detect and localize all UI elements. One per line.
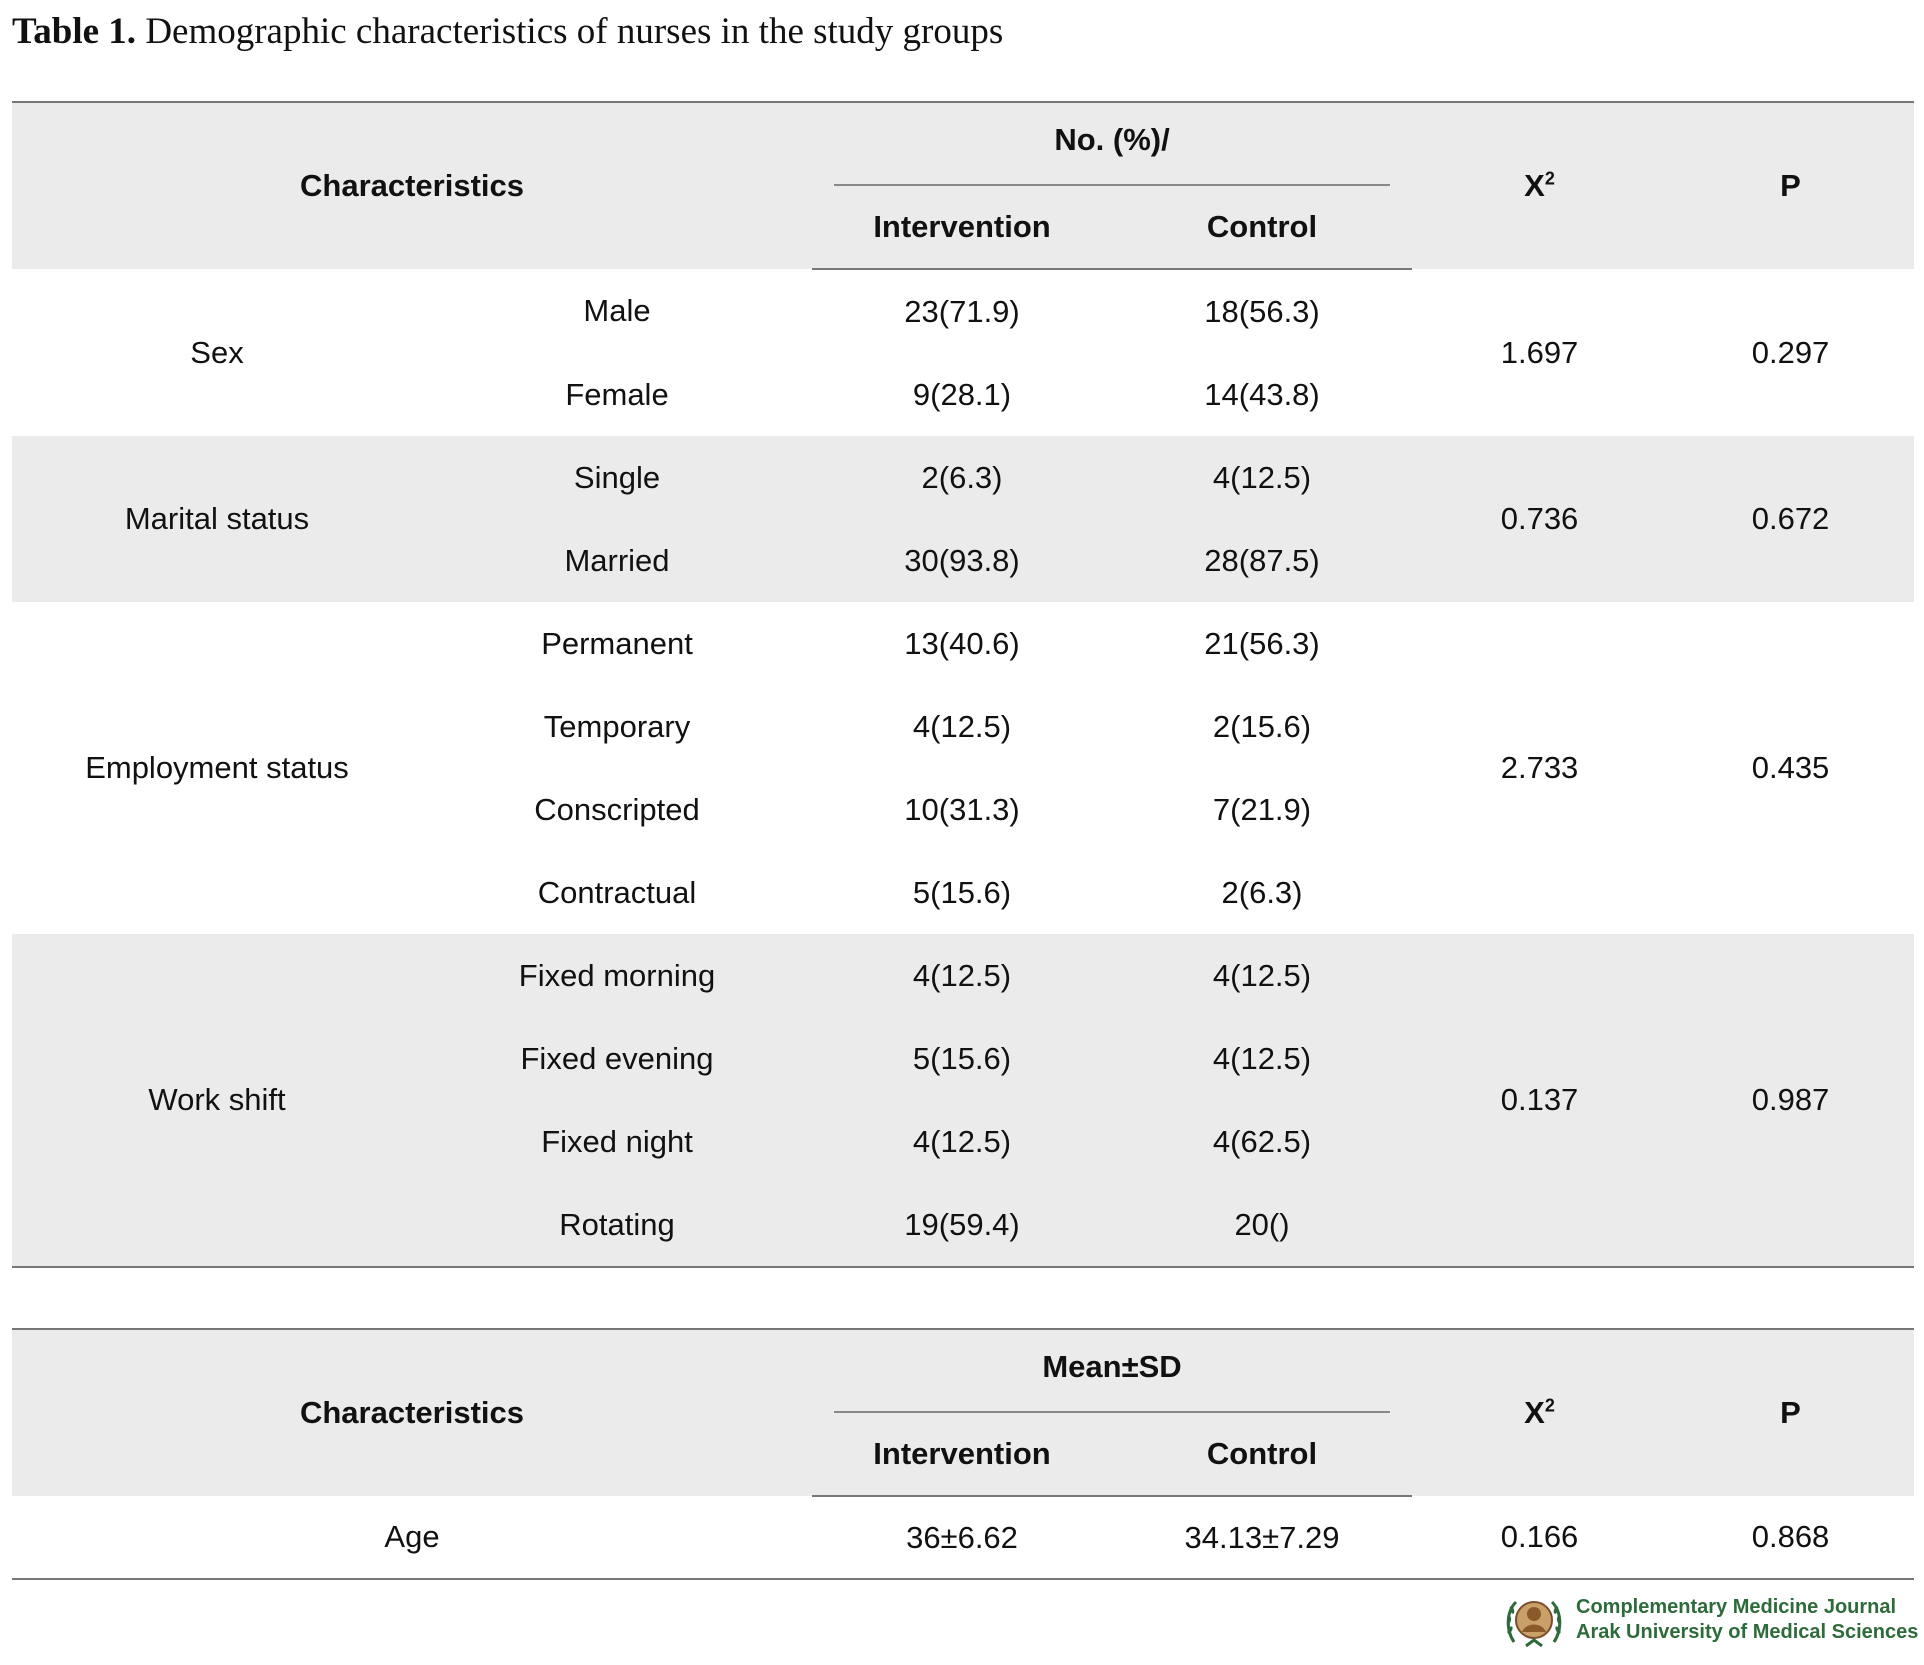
group-name: Marital status (124, 501, 310, 536)
demographics-table (12, 101, 1914, 1268)
table-label: Table 1. (12, 11, 137, 52)
header-x2-base: X (1524, 168, 1545, 203)
intervention-value: 9(28.1) (912, 376, 1012, 412)
journal-emblem-icon (1502, 1590, 1566, 1654)
group-employment-status (12, 602, 1914, 934)
row-name: Age (384, 1519, 440, 1554)
control-value: 14(43.8) (1204, 376, 1320, 412)
category-label: Single (573, 459, 661, 495)
category-label: Conscripted (534, 791, 700, 827)
category-label: Fixed night (541, 1123, 693, 1159)
intervention-value: 4(12.5) (912, 1123, 1012, 1159)
group-sex (12, 269, 1914, 436)
intervention-value: 23(71.9) (904, 293, 1020, 329)
control-value: 28(87.5) (1204, 542, 1320, 578)
category-label: Fixed morning (518, 957, 716, 993)
x2-value: 1.697 (1500, 334, 1579, 370)
intervention-value: 2(6.3) (921, 459, 1003, 495)
header-intervention: Intervention (812, 186, 1112, 269)
age-table (12, 1328, 1914, 1580)
journal-name: Complementary Medicine Journal (1576, 1596, 1897, 1618)
age-header-p: P (1780, 1395, 1801, 1430)
control-value: 2(6.3) (1221, 874, 1303, 910)
group-marital-status (12, 436, 1914, 602)
x2-value: 0.736 (1500, 501, 1579, 536)
p-value: 0.435 (1751, 750, 1830, 785)
category-label: Married (564, 542, 670, 578)
intervention-value: 19(59.4) (904, 1206, 1020, 1242)
control-value: 18(56.3) (1204, 293, 1320, 329)
table-row (12, 436, 1914, 519)
control-value: 7(21.9) (1212, 791, 1312, 827)
header-x2 (1412, 102, 1667, 269)
control-value: 34.13±7.29 (1184, 1519, 1340, 1555)
category-label: Female (565, 376, 669, 412)
control-value: 4(12.5) (1212, 1040, 1312, 1076)
age-header-group-label: Mean±SD (834, 1330, 1390, 1413)
table-row (12, 602, 1914, 685)
age-header-group-cell (812, 1329, 1412, 1413)
intervention-value: 13(40.6) (904, 625, 1020, 661)
group-name: Employment status (85, 750, 349, 785)
header-p: P (1780, 168, 1801, 203)
group-name: Work shift (148, 1082, 286, 1117)
age-header-x2-sup: 2 (1544, 1395, 1555, 1416)
group-work-shift (12, 934, 1914, 1267)
age-table-body (12, 1496, 1914, 1579)
category-label: Contractual (537, 874, 697, 910)
category-label: Temporary (543, 708, 691, 744)
intervention-value: 4(12.5) (912, 957, 1012, 993)
age-header-control: Control (1112, 1413, 1412, 1496)
category-label: Rotating (559, 1206, 675, 1242)
intervention-value: 36±6.62 (906, 1519, 1018, 1555)
header-group-label: No. (%)/ (834, 103, 1390, 186)
table-caption (12, 6, 1003, 58)
category-label: Permanent (541, 625, 693, 661)
age-header-intervention: Intervention (812, 1413, 1112, 1496)
table-row (12, 269, 1914, 353)
intervention-value: 10(31.3) (904, 791, 1020, 827)
x2-value: 0.137 (1500, 1082, 1579, 1117)
intervention-value: 4(12.5) (912, 708, 1012, 744)
p-value: 0.672 (1751, 501, 1830, 536)
university-name: Arak University of Medical Sciences (1576, 1621, 1919, 1643)
header-group-cell (812, 102, 1412, 186)
header-x2-sup: 2 (1544, 168, 1555, 189)
category-label: Fixed evening (520, 1040, 714, 1076)
table-title: Demographic characteristics of nurses in the study groups (136, 11, 1004, 52)
table-row (12, 934, 1914, 1017)
table-row (12, 1496, 1914, 1579)
age-header-x2 (1412, 1329, 1667, 1496)
category-label: Male (583, 293, 651, 328)
x2-value: 2.733 (1500, 750, 1579, 785)
control-value: 2(15.6) (1212, 708, 1312, 744)
x2-value: 0.166 (1500, 1519, 1579, 1554)
age-header-x2-base: X (1524, 1395, 1545, 1430)
p-value: 0.987 (1751, 1082, 1830, 1117)
header-characteristics: Characteristics (300, 168, 525, 203)
control-value: 21(56.3) (1204, 625, 1320, 661)
journal-logo (1502, 1590, 1922, 1654)
control-value: 4(62.5) (1212, 1123, 1312, 1159)
intervention-value: 5(15.6) (912, 1040, 1012, 1076)
control-value: 4(12.5) (1212, 957, 1312, 993)
p-value: 0.297 (1751, 334, 1830, 370)
intervention-value: 5(15.6) (912, 874, 1012, 910)
age-header-characteristics: Characteristics (299, 1395, 524, 1430)
group-name: Sex (190, 334, 244, 370)
control-value: 4(12.5) (1212, 459, 1312, 495)
p-value: 0.868 (1751, 1519, 1830, 1554)
intervention-value: 30(93.8) (904, 542, 1020, 578)
header-control: Control (1112, 186, 1412, 269)
control-value: 20() (1234, 1206, 1290, 1242)
